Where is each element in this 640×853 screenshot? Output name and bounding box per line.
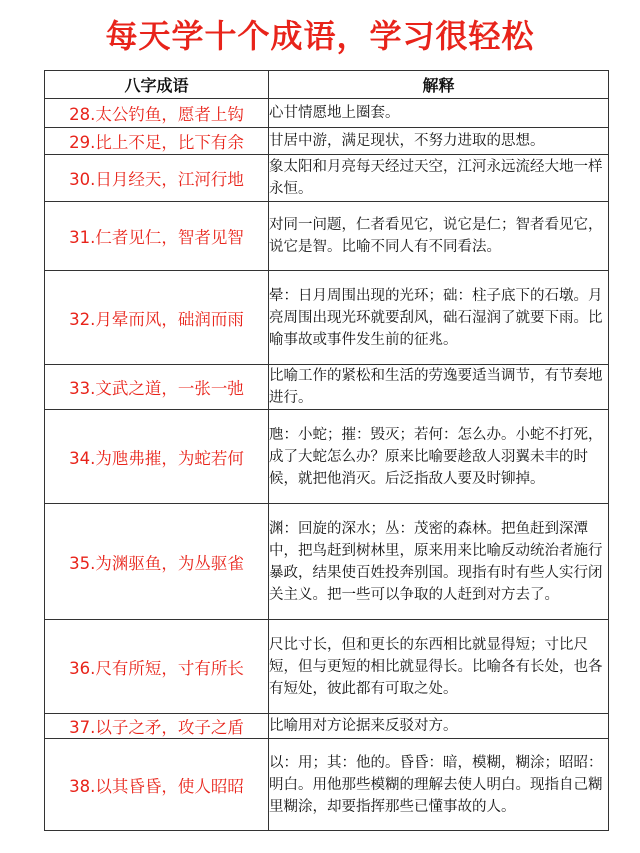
column-header-explanation: 解释 <box>269 71 609 99</box>
explanation-cell: 对同一问题，仁者看见它，说它是仁；智者看见它，说它是智。比喻不同人有不同看法。 <box>269 202 609 271</box>
column-header-idiom: 八字成语 <box>45 71 269 99</box>
explanation-cell: 象太阳和月亮每天经过天空，江河永远流经大地一样永恒。 <box>269 155 609 202</box>
table-row <box>45 365 609 410</box>
table-header-row <box>45 71 609 99</box>
idiom-cell: 28.太公钓鱼，愿者上钩 <box>45 99 269 128</box>
table-row <box>45 714 609 739</box>
table-row <box>45 410 609 504</box>
explanation-cell: 甘居中游，满足现状，不努力进取的思想。 <box>269 128 609 155</box>
table-row <box>45 504 609 620</box>
explanation-cell: 以：用；其：他的。昏昏：暗，模糊，糊涂；昭昭：明白。用他那些模糊的理解去使人明白。现指自己糊里糊涂，却要指挥那些已懂事故的人。 <box>269 739 609 831</box>
table-row <box>45 128 609 155</box>
idiom-cell: 30.日月经天，江河行地 <box>45 155 269 202</box>
idiom-table <box>44 70 609 831</box>
idiom-cell: 36.尺有所短，寸有所长 <box>45 620 269 714</box>
explanation-cell: 渊：回旋的深水；丛：茂密的森林。把鱼赶到深潭中，把鸟赶到树林里，原来用来比喻反动统治者施行暴政，结果使百姓投奔别国。现指有时有些人实行闭关主义。把一些可以争取的人赶到对方去了。 <box>269 504 609 620</box>
explanation-cell: 心甘情愿地上圈套。 <box>269 99 609 128</box>
explanation-cell: 虺：小蛇；摧：毁灭；若何：怎么办。小蛇不打死，成了大蛇怎么办？原来比喻要趁敌人羽翼未丰的时候，就把他消灭。后泛指敌人要及时铆掉。 <box>269 410 609 504</box>
table-row <box>45 620 609 714</box>
idiom-cell: 31.仁者见仁，智者见智 <box>45 202 269 271</box>
idiom-cell: 33.文武之道，一张一弛 <box>45 365 269 410</box>
explanation-cell: 比喻工作的紧松和生活的劳逸要适当调节，有节奏地进行。 <box>269 365 609 410</box>
idiom-cell: 32.月晕而风，础润而雨 <box>45 271 269 365</box>
idiom-cell: 37.以子之矛，攻子之盾 <box>45 714 269 739</box>
table-row <box>45 155 609 202</box>
idiom-cell: 35.为渊驱鱼，为丛驱雀 <box>45 504 269 620</box>
explanation-cell: 比喻用对方论据来反驳对方。 <box>269 714 609 739</box>
idiom-cell: 38.以其昏昏，使人昭昭 <box>45 739 269 831</box>
explanation-cell: 尺比寸长，但和更长的东西相比就显得短；寸比尺短，但与更短的相比就显得长。比喻各有长处，也各有短处，彼此都有可取之处。 <box>269 620 609 714</box>
idiom-cell: 29.比上不足，比下有余 <box>45 128 269 155</box>
idiom-cell: 34.为虺弗摧，为蛇若何 <box>45 410 269 504</box>
table-row <box>45 202 609 271</box>
explanation-cell: 晕：日月周围出现的光环；础：柱子底下的石墩。月亮周围出现光环就要刮风，础石湿润了就要下雨。比喻事故或事件发生前的征兆。 <box>269 271 609 365</box>
table-row <box>45 739 609 831</box>
table-row <box>45 99 609 128</box>
table-row <box>45 271 609 365</box>
page-title: 每天学十个成语，学习很轻松 <box>105 17 535 55</box>
